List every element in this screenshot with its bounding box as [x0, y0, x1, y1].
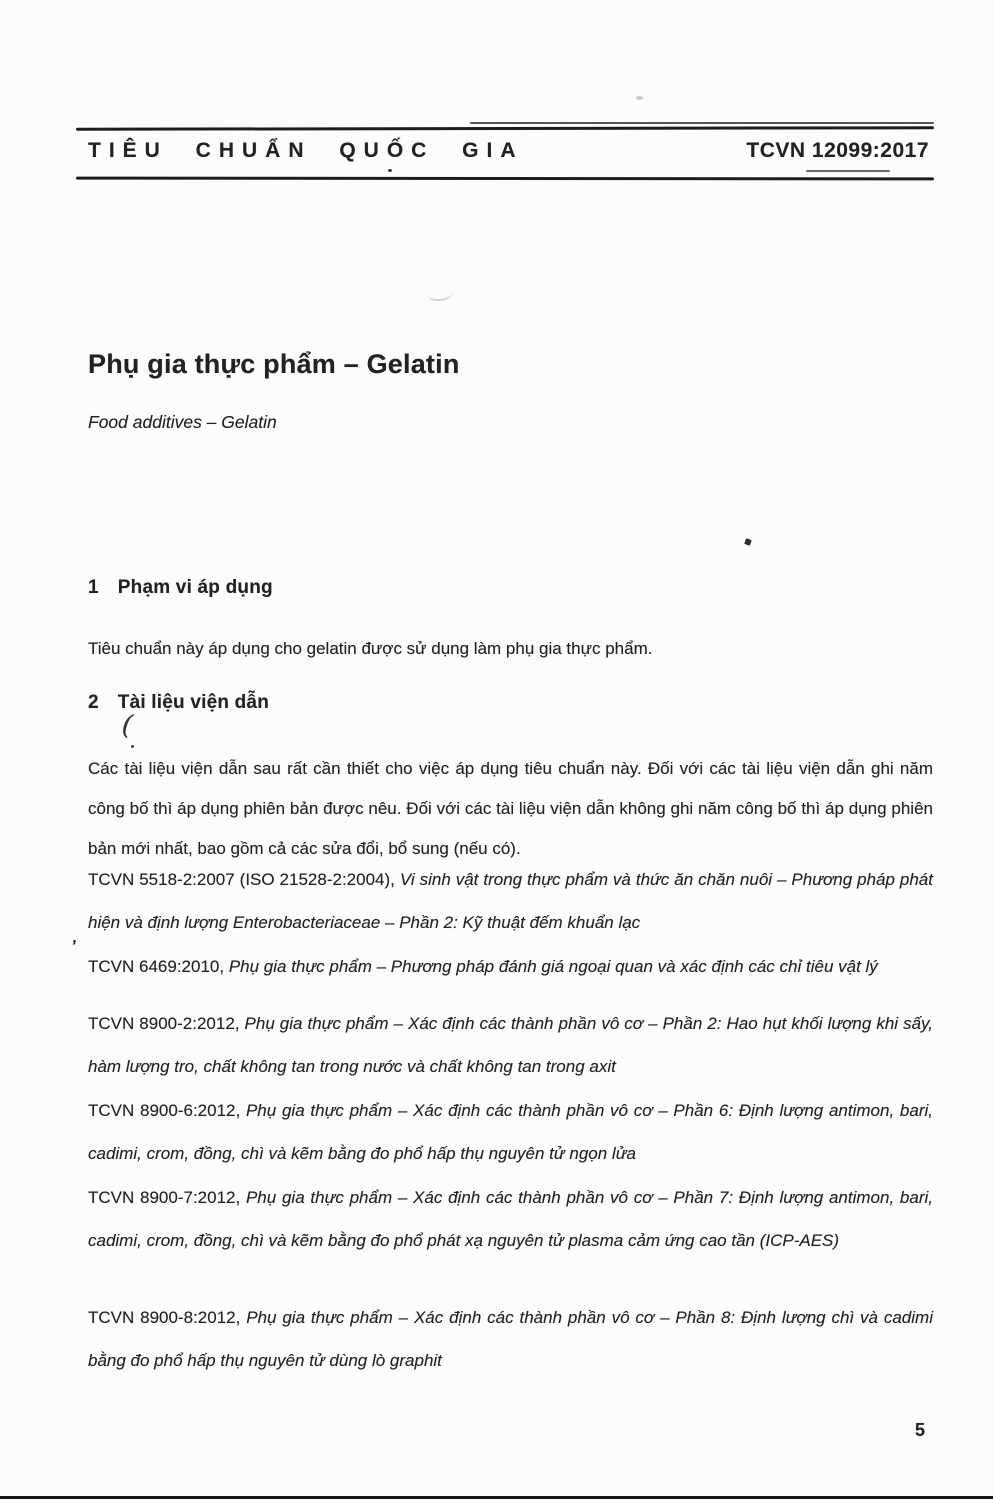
section-2-body: Các tài liệu viện dẫn sau rất cần thiết cho việc áp dụng tiêu chuẩn này. Đối với các tài liệu viện dẫn ghi năm công bố thì áp dụng phiên bản được nêu. Đối với các tài liệu viện dẫn không ghi năm công bố thì áp dụng phiên bản mới nhất, bao gồm cả các sửa đổi, bổ sung (nếu có).	[88, 759, 933, 858]
section-2-heading	[88, 692, 269, 714]
handwritten-pen-mark: (	[120, 709, 135, 742]
reference-title: Phụ gia thực phẩm – Xác định các thành phần vô cơ – Phần 2: Hao hụt khối lượng khi sấy, hàm lượng tro, chất không tan trong nước và chất không tan trong axit	[88, 1014, 933, 1076]
reference-code: TCVN 5518-2:2007 (ISO 21528-2:2004),	[88, 870, 395, 889]
reference-title: Phụ gia thực phẩm – Xác định các thành phần vô cơ – Phần 6: Định lượng antimon, bari, cadimi, crom, đồng, chì và kẽm bằng đo phổ hấp thụ nguyên tử ngọn lửa	[88, 1101, 933, 1163]
margin-tick-mark: ’	[69, 937, 78, 956]
header-top-rule	[76, 126, 934, 130]
scan-speck-mid	[744, 538, 752, 546]
handwritten-pen-dot	[131, 745, 134, 748]
section-1-number: 1	[88, 577, 99, 598]
document-title-vi: Phụ gia thực phẩm – Gelatin	[88, 349, 460, 379]
reference-code: TCVN 6469:2010,	[88, 957, 225, 976]
scan-speck-top	[636, 96, 643, 100]
section-1-heading	[88, 577, 273, 599]
header-bottom-rule	[76, 177, 934, 181]
reference-item	[88, 1176, 933, 1262]
reference-code: TCVN 8900-8:2012,	[88, 1308, 241, 1327]
section-2-number: 2	[88, 692, 99, 713]
standard-number: TCVN 12099:2017	[746, 139, 929, 162]
reference-title: Vi sinh vật trong thực phẩm và thức ăn chăn nuôi – Phương pháp phát hiện và định lượng Enterobacteriaceae – Phần 2: Kỹ thuật đếm khuẩn lạc	[88, 870, 933, 932]
section-2-heading-label: Tài liệu viện dẫn	[117, 692, 269, 713]
reference-item	[88, 1002, 933, 1088]
reference-item	[88, 1296, 933, 1382]
scan-squiggle-above-title	[427, 287, 452, 302]
header-top-rule-double	[470, 122, 934, 124]
reference-item	[88, 858, 933, 944]
reference-code: TCVN 8900-7:2012,	[88, 1188, 241, 1207]
page-number: 5	[915, 1420, 926, 1440]
reference-title: Phụ gia thực phẩm – Phương pháp đánh giá ngoại quan và xác định các chỉ tiêu vật lý	[228, 957, 878, 976]
header-bottom-rule-squiggle	[806, 170, 890, 172]
reference-code: TCVN 8900-6:2012,	[88, 1101, 241, 1120]
reference-code: TCVN 8900-2:2012,	[88, 1014, 240, 1033]
page-bottom-rule	[0, 1496, 993, 1499]
section-1-heading-label: Phạm vi áp dụng	[117, 577, 273, 598]
reference-title: Phụ gia thực phẩm – Xác định các thành phần vô cơ – Phần 8: Định lượng chì và cadimi bằng đo phổ hấp thụ nguyên tử dùng lò graphit	[88, 1308, 933, 1370]
standard-type-label: TIÊU CHUẨN QUỐC GIA	[88, 139, 524, 162]
reference-item	[88, 945, 933, 988]
reference-title: Phụ gia thực phẩm – Xác định các thành phần vô cơ – Phần 7: Định lượng antimon, bari, cadimi, crom, đồng, chì và kẽm bằng đo phổ phát xạ nguyên tử plasma cảm ứng cao tần (ICP-AES)	[88, 1188, 933, 1250]
reference-item	[88, 1089, 933, 1175]
scan-speck-under-header	[388, 169, 392, 172]
section-1-body: Tiêu chuẩn này áp dụng cho gelatin được sử dụng làm phụ gia thực phẩm.	[88, 639, 653, 658]
document-title-en: Food additives – Gelatin	[88, 412, 277, 432]
